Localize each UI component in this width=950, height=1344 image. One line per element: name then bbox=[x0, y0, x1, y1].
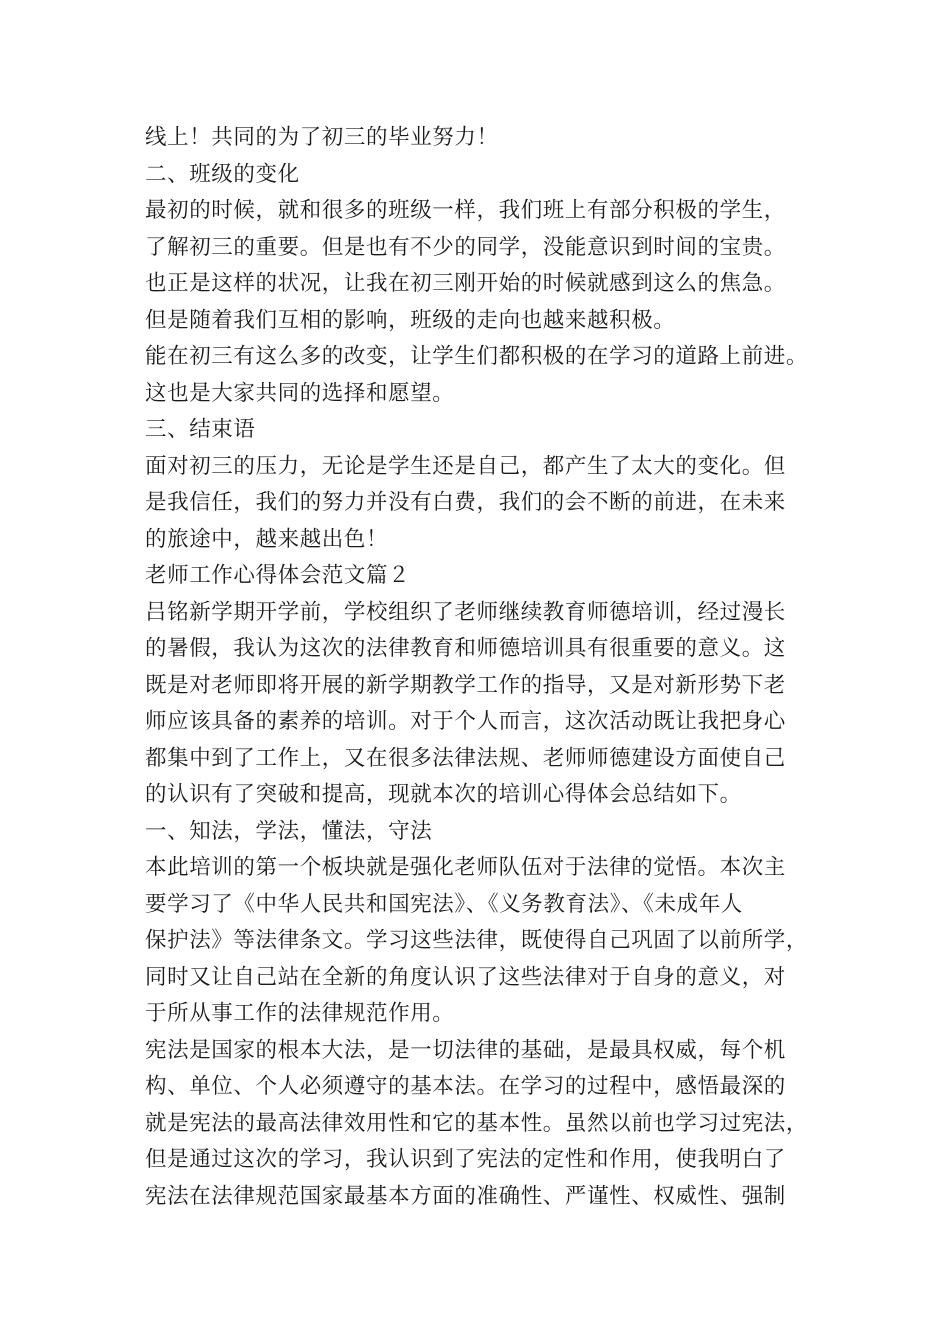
text-line: 构、单位、个人必须遵守的基本法。在学习的过程中，感悟最深的 bbox=[145, 1074, 786, 1099]
text-line: 线上！共同的为了初三的毕业努力！ bbox=[145, 125, 499, 150]
text-line: 宪法是国家的根本大法，是一切法律的基础，是最具权威，每个机 bbox=[145, 1037, 786, 1063]
text-line: 就是宪法的最高法律效用性和它的基本性。虽然以前也学习过宪法， bbox=[145, 1110, 809, 1136]
text-line: 的暑假，我认为这次的法律教育和师德培训具有很重要的意义。这 bbox=[145, 636, 786, 661]
section-heading: 一、知法，学法，懂法，守法 bbox=[145, 818, 433, 844]
text-line: 于所从事工作的法律规范作用。 bbox=[145, 1001, 455, 1026]
text-line: 是我信任，我们的努力并没有白费，我们的会不断的前进，在未来 bbox=[145, 490, 786, 515]
text-line: 要学习了《中华人民共和国宪法》、《义务教育法》、《未成年人 bbox=[145, 891, 743, 917]
text-line: 了解初三的重要。但是也有不少的同学，没能意识到时间的宝贵。 bbox=[145, 234, 786, 260]
text-line: 吕铭新学期开学前，学校组织了老师继续教育师德培训，经过漫长 bbox=[145, 599, 786, 625]
text-line: 面对初三的压力，无论是学生还是自己，都产生了太大的变化。但 bbox=[145, 453, 786, 479]
article-title: 老师工作心得体会范文篇２ bbox=[145, 563, 411, 588]
text-line: 都集中到了工作上，又在很多法律法规、老师师德建设方面使自己 bbox=[145, 745, 786, 771]
text-line: 但是通过这次的学习，我认识到了宪法的定性和作用，使我明白了 bbox=[145, 1147, 786, 1172]
text-line: 宪法在法律规范国家最基本方面的准确性、严谨性、权威性、强制 bbox=[145, 1183, 786, 1209]
section-heading: 二、班级的变化 bbox=[145, 161, 300, 187]
text-line: 的认识有了突破和提高，现就本次的培训心得体会总结如下。 bbox=[145, 782, 742, 807]
text-line: 最初的时候，就和很多的班级一样，我们班上有部分积极的学生， bbox=[145, 198, 786, 223]
text-line: 也正是这样的状况，让我在初三刚开始的时候就感到这么的焦急。 bbox=[145, 271, 786, 296]
text-line: 能在初三有这么多的改变，让学生们都积极的在学习的道路上前进。 bbox=[145, 344, 809, 369]
text-line: 既是对老师即将开展的新学期教学工作的指导，又是对新形势下老 bbox=[145, 672, 786, 698]
text-line: 的旅途中，越来越出色！ bbox=[145, 526, 389, 552]
text-line: 本此培训的第一个板块就是强化老师队伍对于法律的觉悟。本次主 bbox=[145, 855, 786, 880]
text-line: 这也是大家共同的选择和愿望。 bbox=[145, 380, 455, 406]
text-line: 但是随着我们互相的影响，班级的走向也越来越积极。 bbox=[145, 307, 676, 333]
text-line: 师应该具备的素养的培训。对于个人而言，这次活动既让我把身心 bbox=[145, 709, 786, 734]
document-body bbox=[145, 120, 835, 1215]
section-heading: 三、结束语 bbox=[145, 417, 256, 442]
text-line: 同时又让自己站在全新的角度认识了这些法律对于自身的意义，对 bbox=[145, 964, 786, 990]
text-line: 保护法》等法律条文。学习这些法律，既使得自己巩固了以前所学， bbox=[145, 928, 809, 953]
